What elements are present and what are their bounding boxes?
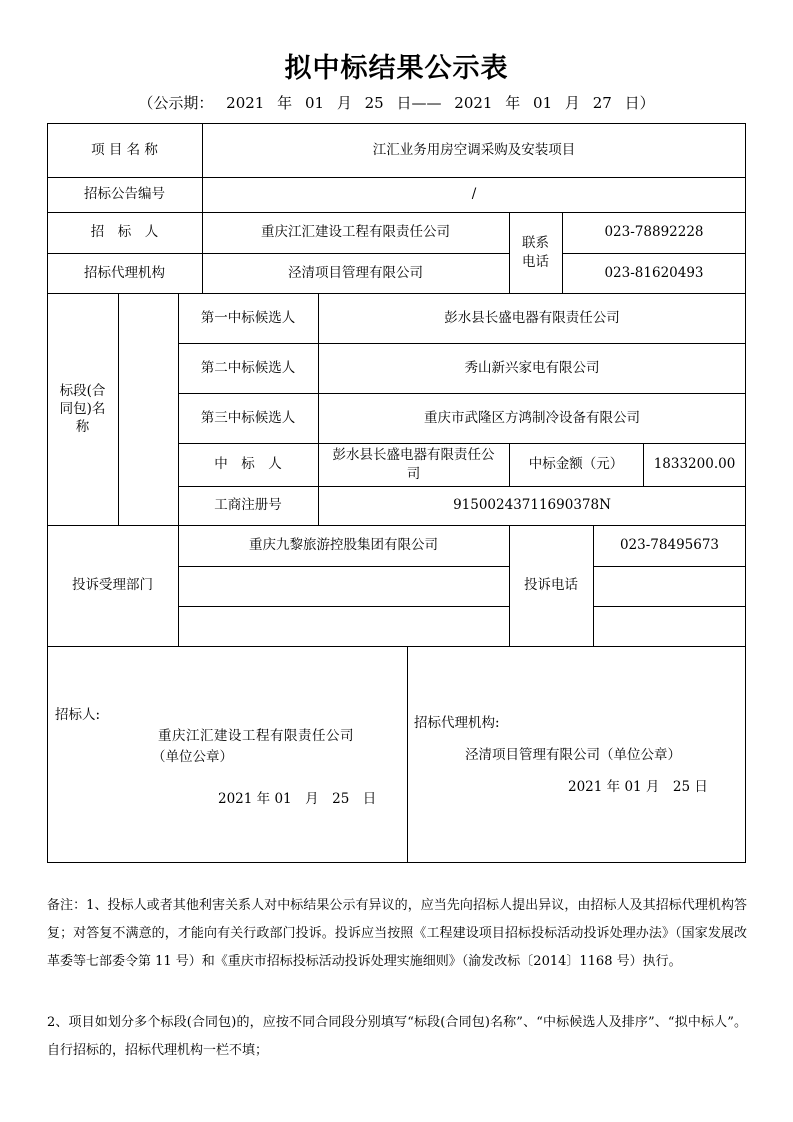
contact-phone-label: 联系电话: [522, 235, 549, 270]
month-char: 月: [564, 94, 580, 112]
rule: [47, 646, 746, 647]
complaint-dept-label: 投诉受理部门: [72, 577, 153, 594]
notice-no-value: /: [471, 186, 477, 203]
rule: [118, 293, 119, 525]
agency-phone: 023-81620493: [604, 264, 704, 281]
year-char: 年: [505, 94, 521, 112]
candidate1-value: 彭水县长盛电器有限责任公司: [444, 309, 620, 326]
rule: [178, 566, 509, 567]
month-char: 月: [336, 94, 352, 112]
candidate2-value: 秀山新兴家电有限公司: [464, 359, 600, 376]
sig-agency-date: 2021 年 01 月 25 日: [568, 779, 708, 795]
period-separator: 日——: [396, 94, 442, 112]
rule: [178, 606, 509, 607]
start-day: 25: [364, 94, 384, 112]
sig-agency-name-seal: 泾清项目管理有限公司（单位公章）: [465, 747, 681, 763]
note-1: 备注：1、投标人或者其他利害关系人对中标结果公示有异议的，应当先向招标人提出异议，由招标人及其招标代理机构答复；对答复不满意的，才能向有关行政部门投诉。投诉应当按照《工程建设项目招标投标活动投诉处理办法》（国家发展改革委等七部委令第 11 号）和《重庆市招标投标活动投诉处理实施细则》（渝发改标〔2014〕1168 号）执行。: [47, 898, 747, 969]
candidate1-label: 第一中标候选人: [200, 309, 296, 326]
sig-tenderer-seal: （单位公章）: [152, 749, 233, 765]
sig-tenderer-label: 招标人:: [55, 707, 101, 723]
project-name-label: 项 目 名 称: [91, 141, 158, 158]
candidate3-label: 第三中标候选人: [200, 409, 296, 426]
candidate3-value: 重庆市武隆区方鸿制冷设备有限公司: [424, 409, 640, 426]
start-month: 01: [304, 94, 325, 112]
tenderer-value: 重庆江汇建设工程有限责任公司: [261, 224, 450, 241]
project-name-value: 江汇业务用房空调采购及安装项目: [372, 141, 576, 158]
end-day: 27: [592, 94, 612, 112]
winner-value: 彭水县长盛电器有限责任公司: [332, 447, 495, 482]
amount-value: 1833200.00: [653, 456, 736, 473]
agency-label: 招标代理机构: [84, 264, 165, 281]
note-2: 2、项目如划分多个标段(合同包)的，应按不同合同段分别填写“标段(合同包)名称”、“中标候选人及排序”、“拟中标人”。自行招标的，招标代理机构一栏不填；: [47, 1015, 747, 1058]
document-title: 拟中标结果公示表: [284, 53, 509, 84]
reg-no-label: 工商注册号: [214, 497, 282, 514]
tenderer-phone: 023-78892228: [604, 224, 704, 241]
year-char: 年: [277, 94, 293, 112]
complaint-dept-value: 重庆九黎旅游控股集团有限公司: [249, 537, 438, 554]
period-close: 日）: [624, 94, 655, 112]
publicity-period: [0, 92, 793, 113]
candidate2-label: 第二中标候选人: [200, 359, 296, 376]
end-year: 2021: [454, 94, 493, 112]
section-label: 标段(合同包)名称: [59, 382, 106, 436]
amount-label: 中标金额（元）: [528, 456, 624, 473]
sig-tenderer-date: 2021 年 01 月 25 日: [218, 791, 377, 807]
agency-value: 泾清项目管理有限公司: [288, 264, 423, 281]
reg-no-value: 91500243711690378N: [453, 497, 611, 514]
sig-tenderer-name: 重庆江汇建设工程有限责任公司: [158, 728, 354, 744]
complaint-phone-label: 投诉电话: [524, 577, 578, 594]
rule: [593, 566, 746, 567]
rule: [407, 646, 408, 863]
complaint-phone-value: 023-78495673: [619, 537, 720, 554]
notice-no-label: 招标公告编号: [84, 186, 165, 203]
winner-label: 中 标 人: [214, 456, 282, 473]
rule: [593, 606, 746, 607]
sig-agency-label: 招标代理机构:: [414, 715, 500, 731]
start-year: 2021: [226, 94, 265, 112]
tenderer-label: 招 标 人: [90, 224, 159, 241]
period-open: （公示期：: [138, 94, 214, 112]
end-month: 01: [533, 94, 553, 112]
